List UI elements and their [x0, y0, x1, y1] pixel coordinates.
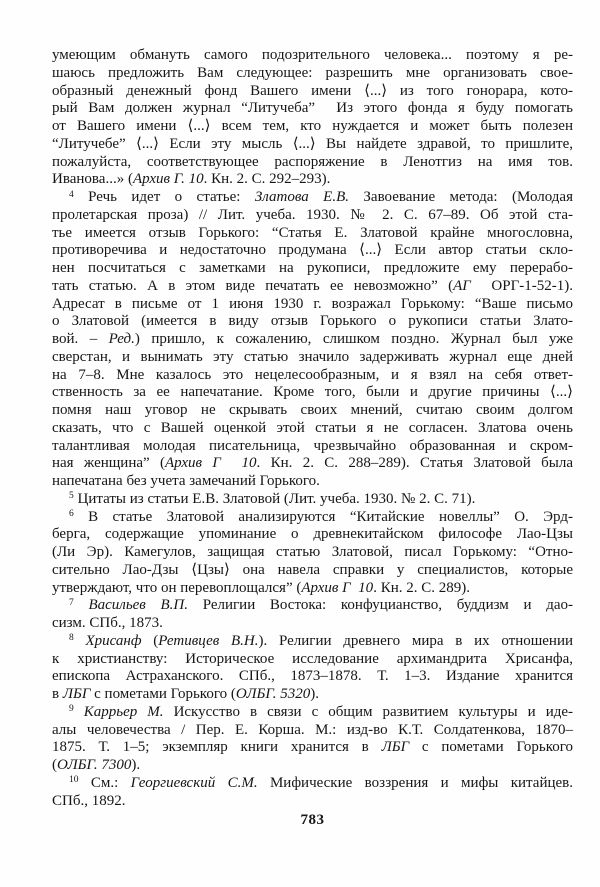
body-text: утверждают, что он перевоплощался” (	[52, 579, 302, 596]
body-text: в	[52, 686, 63, 702]
text-line	[52, 367, 573, 385]
body-text: берга, содержащие упоминание о древнекитайском философе Лао-Цзы	[52, 526, 573, 543]
italic-text: Васильев В.П.	[88, 597, 189, 614]
text-line	[52, 171, 573, 189]
text-line	[52, 544, 573, 562]
body-text: от Вашего имени ⟨...⟩ всем тем, кто нуждается и может быть полезен	[52, 118, 573, 134]
body-text: Завоевание метода: (Молодая	[348, 189, 573, 205]
body-text: ).	[310, 686, 319, 702]
text-line	[52, 455, 573, 473]
text-line	[52, 633, 573, 651]
footnote-marker: 9	[69, 704, 74, 715]
text-line	[52, 225, 573, 243]
text-line	[52, 473, 573, 491]
text-line	[52, 704, 573, 722]
body-text	[74, 633, 86, 649]
italic-text: Архив Г. 10	[132, 171, 204, 188]
footnote-marker: 8	[69, 633, 74, 644]
body-text: ).	[131, 757, 141, 773]
body-text: с пометами Горького	[409, 739, 573, 756]
italic-text: Архив Г 10	[165, 455, 257, 472]
body-text: . Кн. 2. С. 292–293).	[203, 171, 331, 188]
italic-text: ОЛБГ. 5320	[235, 686, 311, 702]
body-text: 1875. Т. 1–5; экземпляр книги хранится в	[52, 739, 382, 756]
body-text: Религии Востока: конфуцианство, буддизм и дао-	[188, 597, 574, 614]
text-line	[52, 420, 573, 438]
body-text: ) пришло, к сожалению, слишком поздно. Журнал был уже	[134, 331, 573, 347]
body-text: помня наш уговор не скрывать своих мнений, считаю своим долгом	[52, 402, 573, 418]
body-text: “Литучебе” ⟨...⟩ Если эту мысль ⟨...⟩ Вы найдете здравой, то пришлите,	[52, 135, 573, 152]
body-text	[74, 597, 89, 613]
body-text: напечатана без учета замечаний Горького.	[52, 473, 320, 489]
italic-text: Златова Е.В.	[254, 189, 349, 205]
body-text: умеющим обмануть самого подозрительного человека... поэтому я ре-	[52, 47, 573, 63]
footnote-marker: 10	[69, 775, 79, 786]
text-line	[52, 491, 573, 509]
text-line	[52, 242, 573, 260]
body-text: В статье Златовой анализируются “Китайские новеллы” О. Эрд-	[73, 508, 573, 525]
text-line	[52, 775, 573, 793]
body-text: сизм. СПб., 1873.	[52, 615, 163, 631]
italic-text: АГ	[453, 277, 471, 294]
body-text: к христианству: Историческое исследование архимандрита Хрисанфа,	[52, 650, 573, 667]
body-text: на 7–8. Мне казалось это нецелесообразным, и я взял на себя ответ-	[52, 366, 573, 383]
text-line	[52, 313, 573, 331]
body-text: тать статью. А в этом виде печатать ее невозможно” (	[52, 277, 454, 294]
text-line	[52, 668, 573, 686]
text-line	[52, 793, 573, 811]
italic-text: Каррьер М.	[83, 703, 164, 720]
text-line	[52, 438, 573, 456]
text-line	[52, 47, 573, 65]
italic-text: Архив Г 10	[301, 579, 374, 596]
body-text: алы человечества / Пер. Е. Корша. М.: изд-во К.Т. Солдатенкова, 1870–	[52, 721, 573, 738]
body-text: Цитаты из статьи Е.В. Златовой (Лит. учеба. 1930. № 2. С. 71).	[73, 490, 476, 507]
body-text: (Ли Эр). Камегулов, защищая статью Златовой, писал Горькому: “Отно-	[52, 544, 573, 560]
text-line	[52, 526, 573, 544]
text-line	[52, 402, 573, 420]
text-line	[52, 207, 573, 225]
body-text: пожалуйста, соответствующее распоряжение в Ленотгиз на имя тов.	[52, 153, 573, 170]
body-text: ОРГ-1-52-1).	[470, 277, 574, 294]
text-line	[52, 260, 573, 278]
text-line	[52, 615, 573, 633]
text-line	[52, 296, 573, 314]
text-line	[52, 83, 573, 101]
body-text: с пометами Горького (	[90, 686, 236, 702]
text-line	[52, 118, 573, 136]
italic-text: ОЛБГ. 7300	[57, 757, 132, 773]
text-line	[52, 722, 573, 740]
text-line	[52, 384, 573, 402]
footnotes-text	[52, 47, 573, 810]
footnote-marker: 6	[69, 509, 74, 519]
body-text: пролетарская проза) // Лит. учеба. 1930. № 2. С. 67–89. Об этой ста-	[52, 206, 573, 223]
body-text: (	[141, 632, 159, 649]
body-text: сказать, что с Вашей оценкой этой статьи я не согласен. Златова очень	[52, 419, 573, 436]
text-line	[52, 509, 573, 527]
body-text: образный денежный фонд Вашего имени ⟨...⟩ из того гонорара, кото-	[52, 82, 573, 99]
text-line	[52, 100, 573, 118]
body-text: талантливая молодая писательница, чрезвычайно образованная и скром-	[52, 437, 573, 454]
body-text: ственность за ее напечатание. Кроме того, были и другие причины ⟨...⟩	[52, 384, 573, 401]
page-number: 783	[300, 812, 325, 828]
body-text: нен посчитаться с заметками на рукописи, предложите ему перерабо-	[52, 260, 573, 276]
body-text: Мифические воззрения и мифы китайцев.	[257, 774, 574, 791]
text-line	[52, 562, 573, 580]
body-text: См.:	[78, 774, 131, 791]
text-line	[52, 580, 573, 598]
body-text: епископа Астраханского. СПб., 1873–1878. Т. 1–3. Издание хранится	[52, 668, 573, 685]
body-text: Речь идет о статье:	[73, 189, 255, 205]
italic-text: Георгиевский С.М.	[130, 774, 258, 791]
body-text: сительно Лао-Дзы ⟨Цзы⟩ она навела справки у специалистов, которые	[52, 561, 573, 578]
text-line	[52, 331, 573, 349]
text-line	[52, 597, 573, 615]
body-text: противоречива и недостаточно продумана ⟨...⟩ Если автор статьи скло-	[52, 242, 573, 259]
footnote-marker: 4	[69, 189, 74, 200]
text-line	[52, 686, 573, 704]
footnote-marker: 7	[69, 597, 74, 608]
text-line	[52, 189, 573, 207]
text-line	[52, 65, 573, 83]
body-text: тье имеется отзыв Горького: “Статья Е. Златовой крайне многословна,	[52, 224, 573, 241]
italic-text: Ред.	[108, 331, 135, 347]
body-text: рый Вам должен журнал “Литучеба” Из этого фонда я буду помогать	[52, 100, 573, 117]
text-line	[52, 651, 573, 669]
text-line	[52, 349, 573, 367]
text-line	[52, 154, 573, 172]
body-text: Иванова...» (	[52, 171, 133, 188]
body-text: вой. –	[52, 331, 109, 347]
body-text: о Златовой (имеется в виду отзыв Горького о рукописи статьи Злато-	[52, 313, 573, 330]
text-line	[52, 739, 573, 757]
body-text: сверстан, и вынимать эту статью значило задерживать журнал еще дней	[52, 348, 573, 365]
italic-text: Хрисанф	[85, 632, 142, 649]
body-text: шаюсь предложить Вам следующее: разрешить мне организовать свое-	[52, 64, 573, 81]
body-text: (	[52, 757, 57, 773]
body-text: ная женщина” (	[52, 455, 165, 472]
body-text: СПб., 1892.	[52, 792, 126, 809]
text-line	[52, 757, 573, 775]
body-text: . Кн. 2. С. 288–289). Статья Златовой была	[256, 455, 573, 472]
body-text	[74, 704, 84, 720]
body-text: Искусство в связи с общим развитием культуры и иде-	[163, 703, 573, 720]
body-text: ). Религии древнего мира в их отношении	[258, 632, 574, 649]
body-text: . Кн. 2. С. 289).	[373, 579, 470, 596]
italic-text: Ретивцев В.Н.	[158, 632, 259, 649]
text-line	[52, 136, 573, 154]
italic-text: ЛБГ	[62, 686, 91, 702]
footnote-marker: 5	[69, 491, 74, 502]
body-text: Адресат в письме от 1 июня 1930 г. возражал Горькому: “Ваше письмо	[52, 295, 573, 312]
italic-text: ЛБГ	[381, 739, 410, 756]
text-line	[52, 278, 573, 296]
